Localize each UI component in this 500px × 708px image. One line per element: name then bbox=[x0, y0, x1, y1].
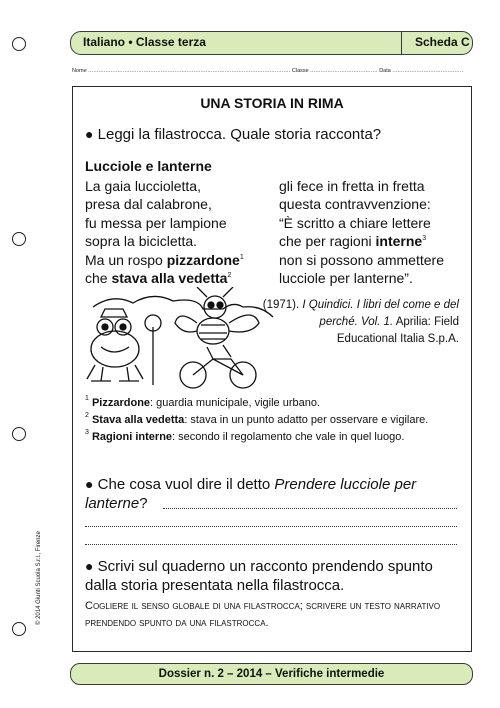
punch-hole bbox=[12, 232, 26, 246]
poem-line bbox=[85, 269, 244, 287]
poem-line-text: gli fece in fretta in fretta bbox=[279, 178, 425, 194]
poem-line bbox=[279, 177, 444, 195]
footnote-marker: 1 bbox=[239, 253, 244, 261]
footnote-number: 2 bbox=[85, 412, 89, 419]
footer-bar: Dossier n. 2 – 2014 – Verifiche intermedie bbox=[70, 663, 473, 685]
header-bar bbox=[70, 31, 473, 55]
footnotes bbox=[85, 395, 465, 446]
poem-line-text: “È scritto a chiare lettere bbox=[279, 214, 431, 231]
poem-line-text: questa contravvenzione: bbox=[279, 196, 431, 213]
answer-line-2[interactable] bbox=[85, 526, 457, 527]
poem-line-text: lucciole per lanterne”. bbox=[279, 270, 413, 287]
poem-line bbox=[85, 177, 244, 195]
poem-line bbox=[85, 232, 244, 250]
sheet-label: Scheda C bbox=[415, 35, 470, 49]
poem-title: Lucciole e lanterne bbox=[85, 158, 212, 174]
footnote-marker: 3 bbox=[422, 235, 427, 243]
footnote-term: Pizzardone bbox=[91, 397, 151, 409]
bullet-icon: ● bbox=[85, 558, 94, 574]
footnote-definition: : secondo il regolamento che vale in quel luogo. bbox=[172, 431, 405, 443]
poem-line bbox=[279, 251, 444, 269]
question-1-text: Leggi la filastrocca. Quale storia racconta? bbox=[97, 126, 382, 143]
poem-line-text: presa dal calabrone, bbox=[85, 196, 212, 213]
poem-line bbox=[85, 195, 244, 213]
frog-bee-illustration bbox=[83, 287, 279, 393]
class-label: Classe bbox=[291, 68, 309, 74]
poem-line-text: sopra la bicicletta. bbox=[85, 233, 198, 250]
name-label: Nome bbox=[72, 68, 87, 74]
poem-line-text: che bbox=[85, 270, 112, 287]
credit-year: (1971). bbox=[262, 299, 303, 311]
answer-line-3[interactable] bbox=[85, 544, 457, 545]
name-row bbox=[72, 68, 463, 74]
bullet-icon: ● bbox=[85, 476, 94, 492]
subject-label: Italiano • Classe terza bbox=[83, 35, 206, 49]
credit-publisher: Aprilia: Field Educational Italia S.p.A. bbox=[336, 316, 459, 345]
page-title: UNA STORIA IN RIMA bbox=[200, 95, 344, 111]
punch-hole bbox=[12, 427, 26, 441]
poem-line-text: La gaia luccioletta, bbox=[85, 178, 201, 194]
poem-keyword: stava alla vedetta bbox=[111, 270, 228, 287]
name-field[interactable]: ..................................................................................................................... bbox=[88, 68, 291, 74]
footnote bbox=[85, 412, 465, 429]
question-1 bbox=[85, 125, 381, 144]
poem-line bbox=[279, 195, 444, 213]
header-divider bbox=[401, 32, 402, 54]
question-2-end: ? bbox=[139, 495, 148, 512]
bullet-icon: ● bbox=[85, 126, 94, 142]
footnote-marker: 2 bbox=[227, 272, 232, 280]
question-3-text: Scrivi sul quaderno un racconto prendendo spunto dalla storia presentata nella filastrocca. bbox=[85, 558, 433, 594]
question-2-text: Che cosa vuol dire il detto bbox=[97, 476, 275, 493]
copyright-side-text: © 2014 Giunti Scuola S.r.l., Firenze bbox=[36, 531, 42, 625]
poem-line bbox=[279, 232, 444, 250]
punch-hole bbox=[12, 37, 26, 51]
source-credit bbox=[259, 297, 459, 348]
class-field[interactable]: ....................................... bbox=[310, 68, 378, 74]
poem-line bbox=[279, 214, 444, 232]
date-label: Data bbox=[379, 68, 391, 74]
worksheet-card bbox=[72, 86, 472, 652]
footnote-number: 1 bbox=[85, 395, 89, 402]
date-field[interactable]: ......................................... bbox=[392, 68, 464, 74]
footnote-term: Ragioni interne bbox=[91, 431, 173, 443]
learning-objectives: Cogliere il senso globale di una filastrocca; scrivere un testo narrativo prendendo spunto da una filastrocca. bbox=[85, 600, 441, 629]
question-2-saying: Prendere lucciole per lanterne bbox=[85, 476, 417, 512]
footnote-term: Stava alla vedetta bbox=[91, 414, 185, 426]
poem-line bbox=[279, 269, 444, 287]
poem-left-column bbox=[85, 177, 244, 287]
footnote bbox=[85, 429, 465, 446]
poem-line bbox=[85, 214, 244, 232]
footnote-definition: : stava in un punto adatto per osservare e vigilare. bbox=[184, 414, 429, 426]
poem-line-text: fu messa per lampione bbox=[85, 214, 227, 231]
answer-line-1[interactable] bbox=[163, 508, 457, 509]
question-3 bbox=[85, 557, 455, 595]
poem-line-text: che per ragioni bbox=[279, 233, 376, 250]
poem-line bbox=[85, 251, 244, 269]
poem-line-text: non si possono ammettere bbox=[279, 251, 444, 268]
poem-keyword: interne bbox=[375, 233, 423, 250]
footnote-number: 3 bbox=[85, 429, 89, 436]
poem-right-column bbox=[279, 177, 444, 287]
poem-line-text: Ma un rospo bbox=[85, 251, 167, 268]
footnote-definition: : guardia municipale, vigile urbano. bbox=[150, 397, 321, 409]
poem-keyword: pizzardone bbox=[166, 251, 240, 268]
credit-book-title: I Quindici. I libri del come e del perché. Vol. 1. bbox=[302, 299, 459, 328]
footnote bbox=[85, 395, 465, 412]
punch-hole bbox=[12, 622, 26, 636]
